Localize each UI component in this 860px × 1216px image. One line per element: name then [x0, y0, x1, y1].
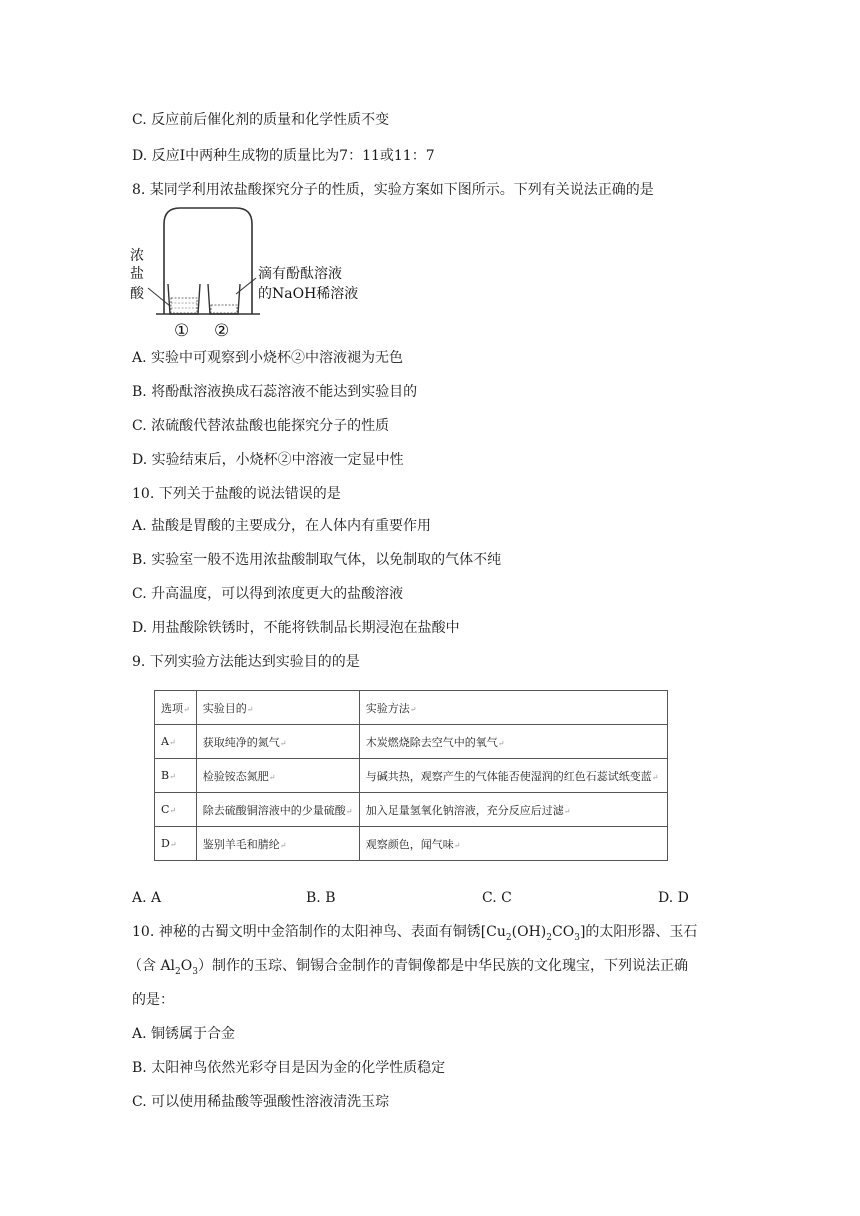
row-purpose: 鉴别羊毛和腈纶	[202, 837, 280, 851]
q9-option-b: B. B	[306, 890, 336, 906]
row-option: B	[161, 769, 170, 782]
q9-option-d: D. D	[658, 890, 689, 906]
row-method: 观察颜色，闻气味	[365, 837, 454, 851]
row-purpose: 除去硫酸铜溶液中的少量硫酸	[202, 803, 346, 817]
beaker-1-label: ①	[174, 321, 190, 341]
row-purpose: 获取纯净的氮气	[202, 735, 280, 749]
label-char-2: 盐	[130, 266, 144, 282]
beaker-2	[208, 284, 240, 314]
q10b-option-c: C. 可以使用稀盐酸等强酸性溶液清洗玉琮	[132, 1094, 390, 1110]
header-option: 选项	[161, 701, 183, 715]
experiment-diagram	[128, 202, 368, 342]
q10-stem: 10. 下列关于盐酸的说法错误的是	[132, 486, 341, 502]
q9-stem: 9. 下列实验方法能达到实验目的的是	[132, 654, 360, 670]
beaker-1	[168, 284, 200, 314]
header-method: 实验方法	[365, 701, 410, 715]
right-label-line1: 滴有酚酞溶液	[258, 266, 342, 282]
q9-option-a: A. A	[132, 890, 162, 906]
experiment-table	[154, 690, 668, 861]
row-option: A	[161, 735, 169, 748]
q9-option-c: C. C	[482, 890, 512, 906]
table-row: D↵ 鉴别羊毛和腈纶↵ 观察颜色，闻气味↵	[155, 827, 668, 861]
q8-figure	[128, 202, 368, 342]
q7-option-c: C. 反应前后催化剂的质量和化学性质不变	[132, 112, 390, 128]
q10b-stem-line1: 10. 神秘的古蜀文明中金箔制作的太阳神鸟、表面有铜锈$[Cu_2(OH)_2CO_3]$的太阳形器、玉石	[132, 924, 698, 943]
q7-option-d: D. 反应Ⅰ中两种生成物的质量比为7：11或11：7	[132, 148, 435, 164]
q10b-option-b: B. 太阳神鸟依然光彩夺目是因为金的化学性质稳定	[132, 1060, 446, 1076]
label-char-3: 酸	[130, 286, 144, 302]
q10-option-a: A. 盐酸是胃酸的主要成分，在人体内有重要作用	[132, 518, 432, 534]
q8-option-c: C. 浓硫酸代替浓盐酸也能探究分子的性质	[132, 418, 390, 434]
table-row: B↵ 检验铵态氮肥↵ 与碱共热，观察产生的气体能否使湿润的红色石蕊试纸变蓝↵	[155, 759, 668, 793]
q8-option-d: D. 实验结束后，小烧杯②中溶液一定显中性	[132, 452, 404, 468]
right-label-line2: 的NaOH稀溶液	[258, 286, 359, 302]
q8-option-a: A. 实验中可观察到小烧杯②中溶液褪为无色	[132, 350, 404, 366]
table-row: A↵ 获取纯净的氮气↵ 木炭燃烧除去空气中的氧气↵	[155, 725, 668, 759]
beaker-2-label: ②	[214, 321, 230, 341]
q10-option-c: C. 升高温度，可以得到浓度更大的盐酸溶液	[132, 586, 404, 602]
beaker-2-liquid	[211, 305, 237, 313]
q8-stem: 8. 某同学利用浓盐酸探究分子的性质，实验方案如下图所示。下列有关说法正确的是	[132, 182, 654, 198]
row-method: 加入足量氢氧化钠溶液，充分反应后过滤	[365, 803, 564, 817]
label-char-1: 浓	[130, 248, 144, 264]
leader-line-right	[236, 278, 256, 294]
q10-option-b: B. 实验室一般不选用浓盐酸制取气体，以免制取的气体不纯	[132, 552, 502, 568]
row-method: 与碱共热，观察产生的气体能否使湿润的红色石蕊试纸变蓝	[365, 769, 652, 783]
header-purpose: 实验目的	[202, 701, 247, 715]
q8-option-b: B. 将酚酞溶液换成石蕊溶液不能达到实验目的	[132, 384, 418, 400]
q10b-stem-line3: 的是：	[132, 992, 174, 1008]
q10b-option-a: A. 铜锈属于合金	[132, 1026, 236, 1042]
table-header-row: 选项↵ 实验目的↵ 实验方法↵	[155, 691, 668, 725]
row-option: C	[161, 803, 170, 816]
row-method: 木炭燃烧除去空气中的氧气	[365, 735, 498, 749]
q10b-stem-line2: （含 $Al_2O_3$）制作的玉琮、铜锡合金制作的青铜像都是中华民族的文化瑰宝，下列说法正确	[128, 958, 688, 977]
table-row: C↵ 除去硫酸铜溶液中的少量硫酸↵ 加入足量氢氧化钠溶液，充分反应后过滤↵	[155, 793, 668, 827]
beaker-1-liquid	[171, 298, 197, 313]
q10-option-d: D. 用盐酸除铁锈时，不能将铁制品长期浸泡在盐酸中	[132, 620, 460, 636]
row-option: D	[161, 837, 170, 850]
leader-line-left	[148, 288, 170, 306]
row-purpose: 检验铵态氮肥	[202, 769, 269, 783]
